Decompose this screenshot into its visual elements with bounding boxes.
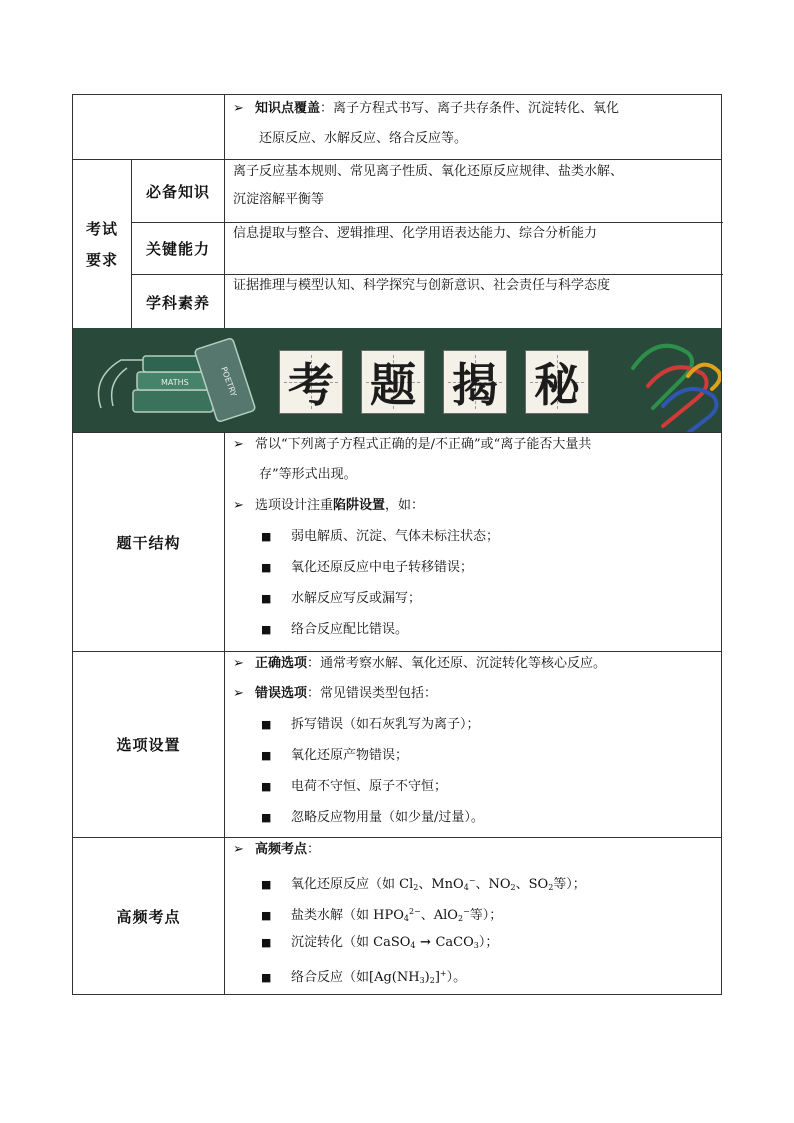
stem-p2-prefix: 选项设计注重 [255,498,334,513]
square-bullet-icon: ■ [261,936,272,949]
key-ability-text: 信息提取与整合、逻辑推理、化学用语表达能力、综合分析能力 [233,226,598,241]
coverage-text-1: ：离子方程式书写、离子共存条件、沉淀转化、氧化 [320,101,620,116]
banner-char-2: 题 [361,350,425,414]
stem-bullet-4: 络合反应配比错误。 [291,622,409,637]
square-bullet-icon: ■ [261,780,272,793]
arrow-bullet-icon: ➢ [233,437,244,452]
square-bullet-icon: ■ [261,878,272,891]
exam-requirements-block [72,159,722,328]
stem-bullet-1: 弱电解质、沉淀、气体未标注状态； [291,529,500,544]
literacy-text: 证据推理与模型认知、科学探究与创新意识、社会责任与科学态度 [233,278,611,293]
stem-bullet-2: 氧化还原反应中电子转移错误； [291,560,474,575]
stem-p1-line2: 存”等形式出现。 [259,467,357,482]
hf-bullet-1: ■ 氧化还原反应（如 $Cl_2$、MnO$_4$−、$NO_2$、$SO_2$等）； [261,876,586,892]
square-bullet-icon: ■ [261,811,272,824]
stem-p2-bold: 陷阱设置 [333,498,386,513]
literacy-label: 学科素养 [145,293,210,312]
high-frequency-row [72,837,722,995]
group-label-2: 要求 [85,251,118,269]
key-ability-label: 关键能力 [145,240,210,258]
option-bullet-3: 电荷不守恒、原子不守恒； [291,779,448,794]
arrow-bullet-icon: ➢ [233,498,244,513]
option-bullet-1: 拆写错误（如石灰乳写为离子）； [291,717,480,732]
square-bullet-icon: ■ [261,561,272,574]
wrong-option-label: 错误选项 [255,686,308,701]
knowledge-coverage-row [72,94,722,159]
group-label-1: 考试 [85,220,118,238]
square-bullet-icon: ■ [261,749,272,762]
arrow-bullet-icon: ➢ [233,686,244,701]
hf-bullet-3: ■ 沉淀转化（如 CaSO$_4$ → CaCO$_3$）； [261,935,499,950]
stem-structure-label: 题干结构 [116,533,181,552]
option-bullet-4: 忽略反应物用量（如少量/过量）。 [291,810,484,825]
arrow-bullet-icon: ➢ [233,656,244,671]
arrow-bullet-icon: ➢ [233,842,244,857]
high-frequency-head: 高频考点 [255,842,308,857]
high-frequency-colon: ： [307,842,321,857]
banner-char-4: 秘 [525,350,589,414]
square-bullet-icon: ■ [261,623,272,636]
banner-char-3: 揭 [443,350,507,414]
required-knowledge-line1: 离子反应基本规则、常见离子性质、氧化还原反应规律、盐类水解、 [233,164,624,179]
hf-bullet-2: ■ 盐类水解（如 $HPO_4^{2-}$、AlO$_2$−等）； [261,907,503,923]
required-knowledge-label: 必备知识 [145,182,210,201]
required-knowledge-line2: 沉淀溶解平衡等 [233,192,325,207]
square-bullet-icon: ■ [261,530,272,543]
option-settings-row [72,651,722,837]
hf-bullet-4: ■ 络合反应（如$[Ag(NH_3)_2]^+$）。 [261,969,467,985]
coverage-text-2: 还原反应、水解反应、络合反应等。 [259,131,468,146]
stem-p1-line1: 常以“下列离子方程式正确的是/不正确”或“离子能否大量共 [255,437,592,452]
arrow-bullet-icon: ➢ [233,101,244,116]
stem-structure-row [72,432,722,651]
stem-bullet-3: 水解反应写反或漏写； [291,591,422,606]
high-frequency-label: 高频考点 [116,907,181,926]
correct-option-text: ：通常考察水解、氧化还原、沉淀转化等核心反应。 [307,656,607,671]
book-label-poetry: POETRY [219,365,239,398]
banner-char-1: 考 [279,350,343,414]
square-bullet-icon: ■ [261,971,272,984]
square-bullet-icon: ■ [261,909,272,922]
exam-reveal-banner [72,328,722,432]
option-bullet-2: 氧化还原产物错误； [291,748,409,763]
option-settings-label: 选项设置 [116,736,181,754]
stem-p2-suffix: ，如： [385,498,425,513]
wrong-option-text: ：常见错误类型包括： [307,686,438,701]
coverage-label: 知识点覆盖 [255,101,321,116]
book-label-maths: MATHS [161,378,189,387]
square-bullet-icon: ■ [261,592,272,605]
square-bullet-icon: ■ [261,718,272,731]
correct-option-label: 正确选项 [255,656,308,671]
